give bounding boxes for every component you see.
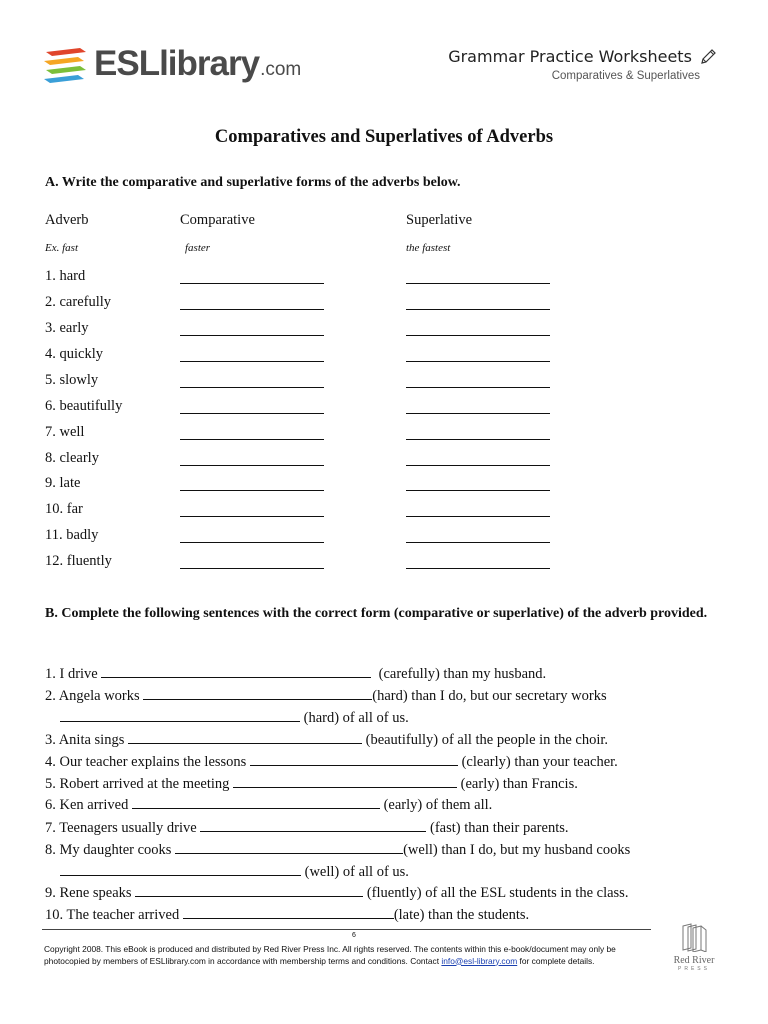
sentence-suffix: (carefully) than my husband. [378,666,547,682]
superlative-blank[interactable] [406,335,550,336]
sentence-prefix: 8. My daughter cooks [45,842,176,858]
sentence-prefix: 1. I drive [45,666,102,682]
sentence-line [60,864,409,881]
sentence-suffix: (hard) than I do, but our secretary works [372,688,607,704]
comparative-blank[interactable] [180,439,324,440]
comparative-blank[interactable] [180,516,324,517]
sentence-suffix: (early) than Francis. [460,776,578,792]
example-comparative: faster [185,242,211,254]
sentence-line [45,688,607,705]
sentence-suffix: (well) than I do, but my husband cooks [403,842,631,858]
logo-text: ESLlibrary [94,44,260,83]
comparative-blank[interactable] [180,387,324,388]
pencil-icon [700,49,716,65]
adverb-item: 3. early [45,320,89,336]
superlative-blank[interactable] [406,361,550,362]
column-header-superlative: Superlative [406,212,473,228]
column-header-adverb: Adverb [45,212,89,228]
sentence-prefix: 3. Anita sings [45,732,128,748]
sentence-prefix: 9. Rene speaks [45,885,136,901]
page-number: 6 [352,932,356,939]
header-subtitle: Comparatives & Superlatives [551,70,700,82]
adverb-item: 4. quickly [45,346,103,362]
superlative-blank[interactable] [406,387,550,388]
answer-blank[interactable] [143,688,372,700]
superlative-blank[interactable] [406,309,550,310]
comparative-blank[interactable] [180,465,324,466]
sentence-suffix: (fast) than their parents. [429,820,569,836]
sentence-line [60,710,409,727]
comparative-blank[interactable] [180,490,324,491]
footer-text-end: for complete details. [517,955,595,966]
sentence-line [45,776,578,793]
answer-blank[interactable] [60,710,300,722]
sentence-prefix: 4. Our teacher explains the lessons [45,754,250,770]
answer-blank[interactable] [183,907,394,919]
example-adverb: Ex. fast [45,242,78,254]
sentence-line [45,732,608,749]
answer-blank[interactable] [250,754,458,766]
superlative-blank[interactable] [406,542,550,543]
red-river-press-logo [664,922,724,974]
comparative-blank[interactable] [180,361,324,362]
superlative-blank[interactable] [406,516,550,517]
sentence-suffix: (late) than the students. [393,907,530,923]
section-a-heading: A. Write the comparative and superlative forms of the adverbs below. [45,175,461,190]
adverb-item: 12. fluently [45,553,112,569]
comparative-blank[interactable] [180,542,324,543]
sentence-line [45,797,492,814]
adverb-item: 7. well [45,424,85,440]
answer-blank[interactable] [101,666,371,678]
comparative-blank[interactable] [180,413,324,414]
sentence-line [45,666,546,683]
adverb-item: 2. carefully [45,294,112,310]
answer-blank[interactable] [135,885,363,897]
superlative-blank[interactable] [406,413,550,414]
sentence-suffix: (well) of all of us. [304,864,409,880]
book-pages-icon [679,922,709,952]
adverb-item: 10. far [45,501,83,517]
header-title: Grammar Practice Worksheets [448,47,692,66]
logo-suffix: .com [260,59,302,80]
footer-text: Copyright 2008. This eBook is produced and distributed by Red River Press Inc. All rights reserved. The contents within this e-book/document may only be photocopied by members of ESLlibrary.com in accordance with membership terms and conditions. Contact [44,944,616,966]
sentence-prefix: 2. Angela works [45,688,144,704]
section-b-heading: B. Complete the following sentences with the correct form (comparative or superlative) of the adverb provided. [45,606,708,621]
sentence-suffix: (hard) of all of us. [303,710,409,726]
sentence-prefix: 6. Ken arrived [45,797,132,813]
adverb-item: 6. beautifully [45,398,123,414]
sentence-suffix: (clearly) than your teacher. [461,754,618,770]
sentence-line [45,754,618,771]
footer-copyright [44,944,656,967]
sentence-suffix: (fluently) of all the ESL students in the class. [366,885,629,901]
answer-blank[interactable] [233,776,457,788]
answer-blank[interactable] [132,797,380,809]
superlative-blank[interactable] [406,465,550,466]
footer-divider [42,929,651,930]
superlative-blank[interactable] [406,439,550,440]
superlative-blank[interactable] [406,283,550,284]
adverb-item: 1. hard [45,268,86,284]
sentence-line [45,842,630,859]
header-right [448,47,716,82]
answer-blank[interactable] [128,732,362,744]
superlative-blank[interactable] [406,568,550,569]
press-name: Red River [673,955,715,966]
esl-library-logo[interactable] [42,44,302,90]
answer-blank[interactable] [200,820,426,832]
adverb-item: 5. slowly [45,372,99,388]
comparative-blank[interactable] [180,568,324,569]
column-header-comparative: Comparative [180,212,255,228]
book-stack-icon [42,46,88,86]
comparative-blank[interactable] [180,335,324,336]
sentence-prefix: 10. The teacher arrived [45,907,183,923]
sentence-suffix: (beautifully) of all the people in the choir. [365,732,609,748]
example-superlative: the fastest [406,242,451,254]
contact-email-link[interactable]: info@esl-library.com [441,955,518,966]
sentence-prefix: 5. Robert arrived at the meeting [45,776,234,792]
sentence-line [45,820,569,837]
sentence-line [45,885,628,902]
adverb-item: 8. clearly [45,450,99,466]
answer-blank[interactable] [60,864,301,876]
press-subtitle: PRESS [678,966,710,972]
adverb-item: 11. badly [45,527,99,543]
superlative-blank[interactable] [406,490,550,491]
answer-blank[interactable] [175,842,403,854]
sentence-suffix: (early) of them all. [383,797,493,813]
comparative-blank[interactable] [180,309,324,310]
sentence-prefix: 7. Teenagers usually drive [45,820,201,836]
comparative-blank[interactable] [180,283,324,284]
sentence-line [45,907,529,924]
adverb-item: 9. late [45,475,81,491]
document-title: Comparatives and Superlatives of Adverbs [214,127,554,147]
